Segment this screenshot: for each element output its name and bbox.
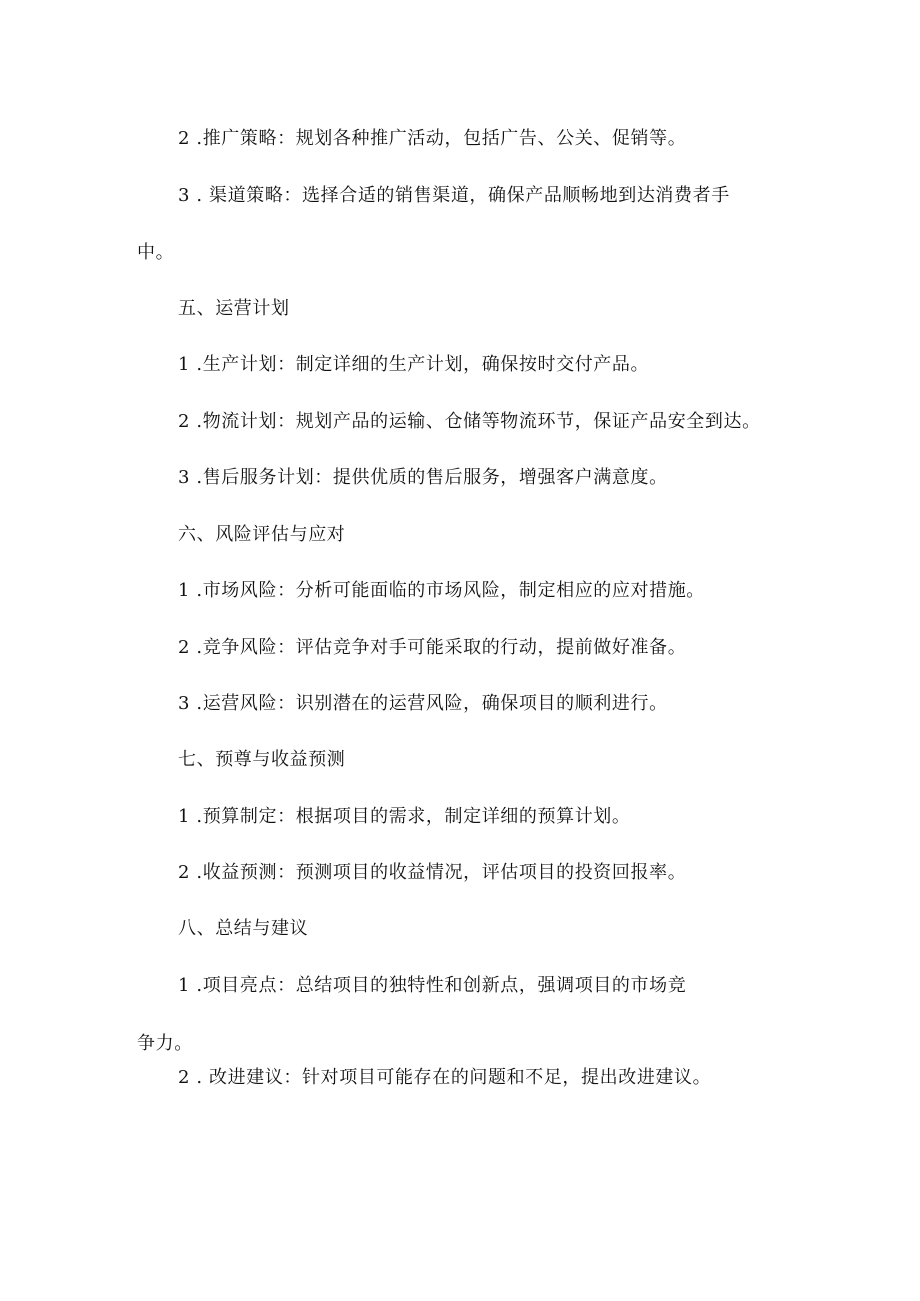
paragraph-competition-risk: 2 .竞争风险：评估竞争对手可能采取的行动，提前做好准备。 [178, 637, 687, 658]
paragraph-promotion-strategy: 2 .推广策略：规划各种推广活动，包括广告、公关、促销等。 [178, 128, 687, 149]
section-heading-risk-assessment: 六、风险评估与应对 [178, 524, 346, 545]
paragraph-project-highlights-continued: 争力。 [137, 1033, 193, 1054]
paragraph-production-plan: 1 .生产计划：制定详细的生产计划，确保按时交付产品。 [178, 354, 650, 375]
paragraph-after-sales-plan: 3 .售后服务计划：提供优质的售后服务，增强客户满意度。 [178, 467, 668, 488]
paragraph-channel-strategy-continued: 中。 [137, 242, 175, 263]
paragraph-channel-strategy: 3 . 渠道策略：选择合适的销售渠道，确保产品顺畅地到达消费者手 [178, 185, 730, 206]
paragraph-project-highlights: 1 .项目亮点：总结项目的独特性和创新点，强调项目的市场竞 [178, 975, 687, 996]
paragraph-logistics-plan: 2 .物流计划：规划产品的运输、仓储等物流环节，保证产品安全到达。 [178, 411, 761, 432]
paragraph-revenue-forecast: 2 .收益预测：预测项目的收益情况，评估项目的投资回报率。 [178, 862, 687, 883]
section-heading-summary: 八、总结与建议 [178, 918, 309, 939]
paragraph-operational-risk: 3 .运营风险：识别潜在的运营风险，确保项目的顺利进行。 [178, 693, 668, 714]
paragraph-budget-formulation: 1 .预算制定：根据项目的需求，制定详细的预算计划。 [178, 806, 631, 827]
section-heading-operations-plan: 五、运营计划 [178, 298, 290, 319]
section-heading-budget-forecast: 七、预尊与收益预测 [178, 749, 346, 770]
paragraph-improvement-suggestions: 2 . 改进建议：针对项目可能存在的问题和不足，提出改进建议。 [178, 1067, 712, 1088]
paragraph-market-risk: 1 .市场风险：分析可能面临的市场风险，制定相应的应对措施。 [178, 580, 705, 601]
